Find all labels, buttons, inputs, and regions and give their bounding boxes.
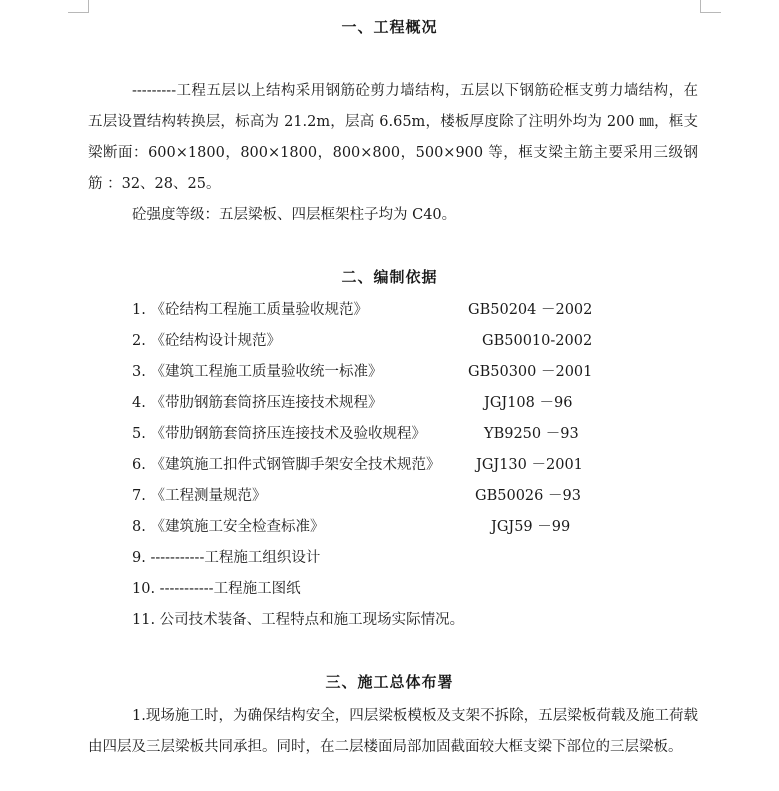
list-item xyxy=(132,574,602,605)
list-item xyxy=(132,357,602,388)
section-3-heading: 三、施工总体布署 xyxy=(325,673,454,691)
list-item-title: 《工程测量规范》 xyxy=(150,488,267,504)
list-item-number: 2. xyxy=(132,333,146,349)
list-item-number: 6. xyxy=(132,457,146,473)
list-item-number: 3. xyxy=(132,364,146,380)
list-item-code: JGJ108 －96 xyxy=(484,395,573,411)
list-item-title: 《砼结构设计规范》 xyxy=(150,333,281,349)
list-item-code: GB50010-2002 xyxy=(482,333,593,349)
list-item-number: 9. xyxy=(132,550,146,566)
list-item xyxy=(132,419,602,450)
list-item-title: 《砼结构工程施工质量验收规范》 xyxy=(150,302,368,318)
list-item-number: 5. xyxy=(132,426,146,442)
list-item-code: JGJ130 －2001 xyxy=(476,457,583,473)
list-item-title: -----------工程施工组织设计 xyxy=(150,550,321,566)
section-1-heading: 一、工程概况 xyxy=(341,18,438,36)
list-item-title: 《带肋钢筋套筒挤压连接技术及验收规程》 xyxy=(150,426,426,442)
list-item-number: 7. xyxy=(132,488,146,504)
list-item xyxy=(132,388,602,419)
list-item-title: 《建筑施工扣件式钢管脚手架安全技术规范》 xyxy=(150,457,441,473)
section-3-paragraph-1: 1.现场施工时，为确保结构安全，四层梁板模板及支架不拆除，五层梁板荷载及施工荷载由四层及三层梁板共同承担。同时，在二层楼面局部加固截面较大框支梁下部位的三层梁板。 xyxy=(88,708,698,755)
list-item-number: 10. xyxy=(132,581,156,597)
list-item xyxy=(132,605,602,636)
list-item xyxy=(132,512,602,543)
section-1-paragraph-2: 砼强度等级：五层梁板、四层框架柱子均为 C40。 xyxy=(132,207,457,223)
section-1-paragraph-1: ---------工程五层以上结构采用钢筋砼剪力墙结构，五层以下钢筋砼框支剪力墙结构，在五层设置结构转换层，标高为 21.2m，层高 6.65m，楼板厚度除了注明外均为 200 ㎜，框支梁断面：600×1800，800×1800，800×800，500×900 等，框支梁主筋主要采用三级钢筋 ：32、28、25。 xyxy=(88,83,698,192)
list-item-number: 11. xyxy=(132,612,156,628)
list-item-number: 4. xyxy=(132,395,146,411)
list-item-number: 8. xyxy=(132,519,146,535)
list-item-code: GB50026 －93 xyxy=(475,488,581,504)
list-item xyxy=(132,450,602,481)
list-item-title: 《带肋钢筋套筒挤压连接技术规程》 xyxy=(150,395,383,411)
list-item-code: YB9250 －93 xyxy=(484,426,579,442)
list-item-number: 1. xyxy=(132,302,146,318)
reference-list xyxy=(132,295,602,636)
list-item-title: 公司技术装备、工程特点和施工现场实际情况。 xyxy=(159,612,465,628)
list-item xyxy=(132,326,602,357)
list-item xyxy=(132,295,602,326)
list-item xyxy=(132,543,602,574)
list-item-code: GB50204 －2002 xyxy=(468,302,593,318)
list-item-title: 《建筑工程施工质量验收统一标准》 xyxy=(150,364,383,380)
list-item-code: JGJ59 －99 xyxy=(491,519,571,535)
list-item-code: GB50300 －2001 xyxy=(468,364,593,380)
list-item-title: -----------工程施工图纸 xyxy=(159,581,301,597)
section-2-heading: 二、编制依据 xyxy=(341,268,438,286)
list-item xyxy=(132,481,602,512)
list-item-title: 《建筑施工安全检查标准》 xyxy=(150,519,325,535)
